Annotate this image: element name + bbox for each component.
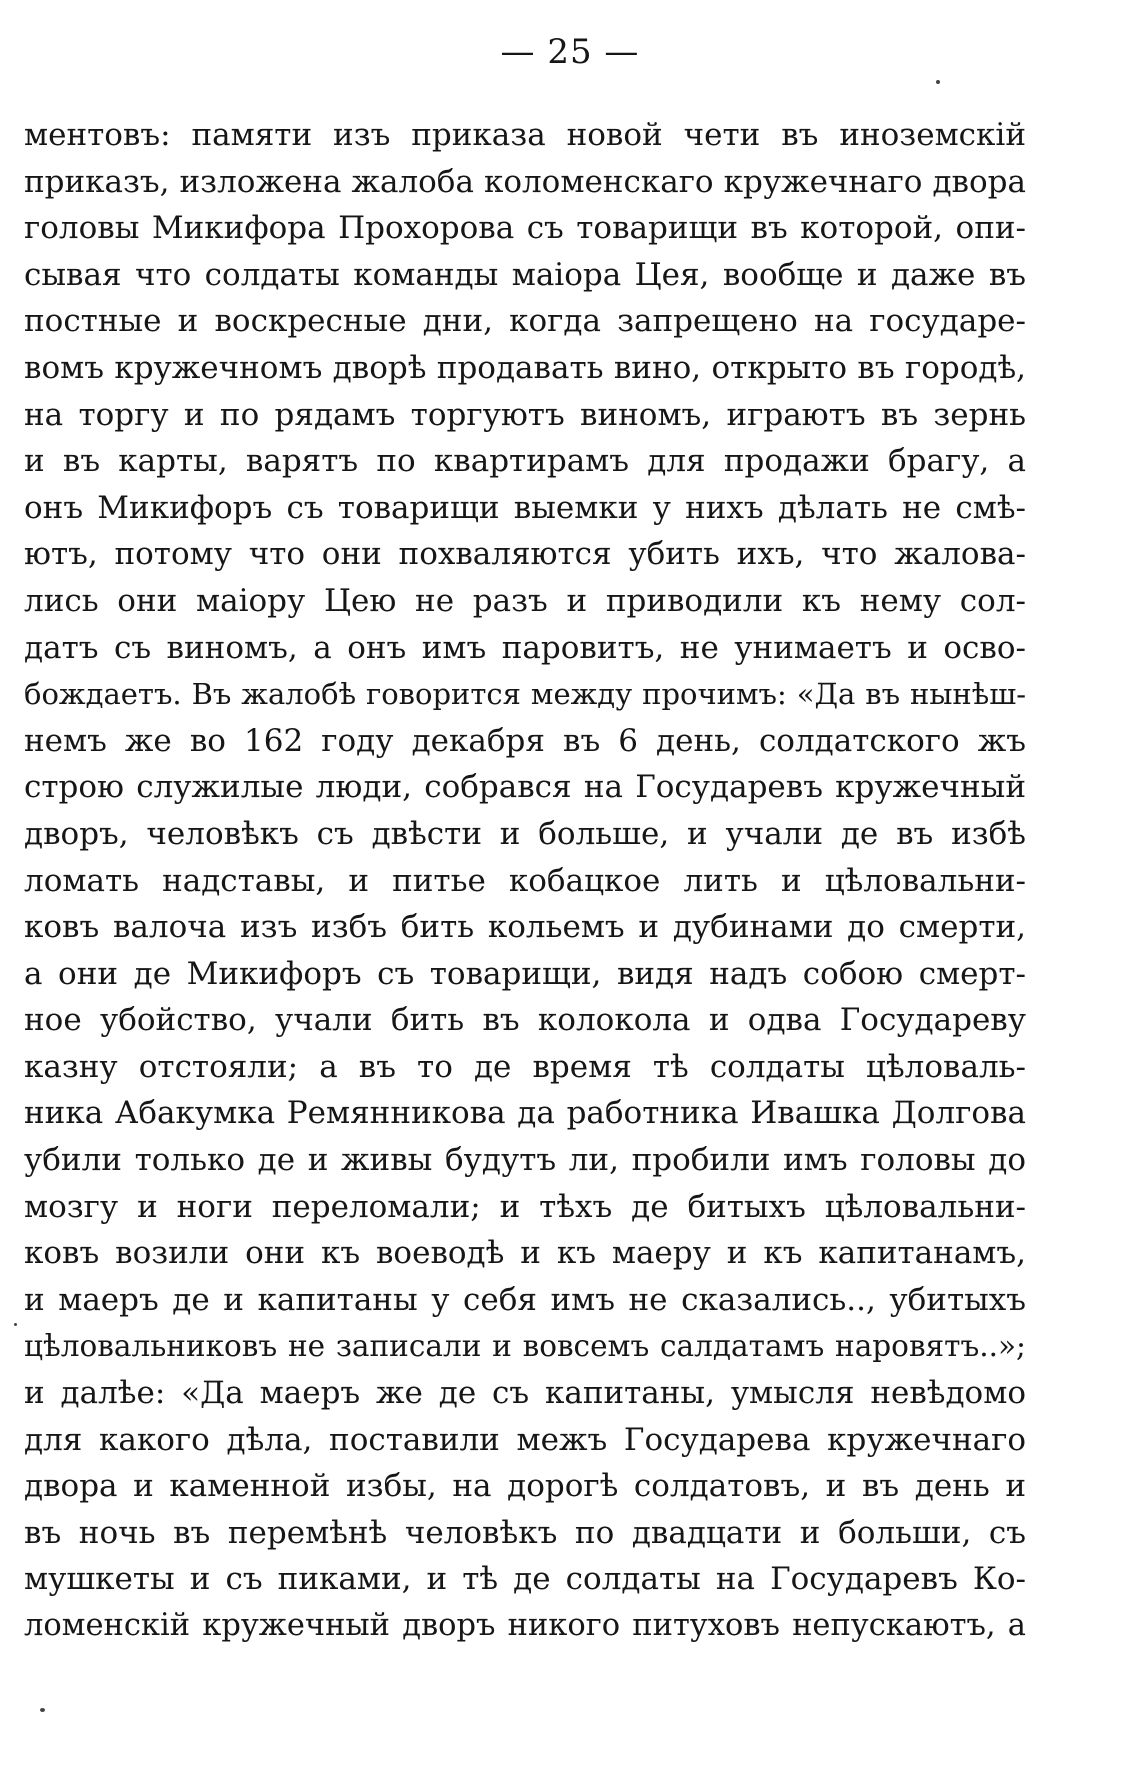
- text-line: и маеръ де и капитаны у себя имъ не сказались.., убитыхъ: [24, 1281, 1026, 1318]
- text-line: для какого дѣла, поставили межъ Государева кружечнаго: [24, 1421, 1026, 1458]
- text-line: на торгу и по рядамъ торгуютъ виномъ, играютъ въ зернь: [24, 396, 1026, 433]
- print-speck: [936, 80, 940, 84]
- text-line: бождаетъ. Въ жалобѣ говорится между прочимъ: «Да въ нынѣш-: [24, 677, 1026, 712]
- text-line: ломенскій кружечный дворъ никого питуховъ непускаютъ, а: [24, 1608, 1026, 1643]
- text-line: цѣловальниковъ не записали и вовсемъ салдатамъ наровятъ..»;: [24, 1329, 1026, 1364]
- text-line: а они де Микифоръ съ товарищи, видя надъ собою смерт-: [24, 955, 1026, 992]
- text-line: въ ночь въ перемѣнѣ человѣкъ по двадцати и больши, съ: [24, 1514, 1026, 1551]
- text-line: ютъ, потому что они похваляются убить ихъ, что жалова-: [24, 536, 1026, 573]
- text-line: мушкеты и съ пиками, и тѣ де солдаты на Государевъ Ко-: [24, 1561, 1026, 1598]
- text-line: убили только де и живы будутъ ли, пробили имъ головы до: [24, 1142, 1026, 1179]
- text-line: лись они маіору Цею не разъ и приводили къ нему сол-: [24, 582, 1026, 619]
- text-line: сывая что солдаты команды маіора Цея, вообще и даже въ: [24, 256, 1026, 293]
- text-line: приказъ, изложена жалоба коломенскаго кружечнаго двора: [24, 163, 1026, 200]
- text-line: немъ же во 162 году декабря въ 6 день, солдатского жъ: [24, 722, 1026, 759]
- print-speck: [40, 1708, 45, 1712]
- text-line: ное убойство, учали бить въ колокола и одва Государеву: [24, 1002, 1026, 1039]
- text-line: и далѣе: «Да маеръ же де съ капитаны, умысля невѣдомо: [24, 1375, 1026, 1412]
- text-line: казну отстояли; а въ то де время тѣ солдаты цѣловаль-: [24, 1048, 1026, 1085]
- page-number: — 25 —: [500, 32, 640, 72]
- text-line: ментовъ: памяти изъ приказа новой чети въ иноземскій: [24, 117, 1026, 153]
- text-line: постные и воскресные дни, когда запрещено на государе-: [24, 303, 1026, 340]
- text-line: мозгу и ноги переломали; и тѣхъ де битыхъ цѣловальни-: [24, 1188, 1026, 1225]
- text-line: ковъ валоча изъ избъ бить кольемъ и дубинами до смерти,: [24, 909, 1026, 946]
- text-line: ковъ возили они къ воеводѣ и къ маеру и къ капитанамъ,: [24, 1235, 1026, 1272]
- text-line: ника Абакумка Ремянникова да работника Ивашка Долгова: [24, 1095, 1026, 1132]
- text-line: вомъ кружечномъ дворѣ продавать вино, открыто въ городѣ,: [24, 349, 1026, 386]
- text-line: двора и каменной избы, на дорогѣ солдатовъ, и въ день и: [24, 1468, 1026, 1505]
- text-line: ломать надставы, и питье кобацкое лить и цѣловальни-: [24, 862, 1026, 899]
- text-line: дворъ, человѣкъ съ двѣсти и больше, и учали де въ избѣ: [24, 815, 1026, 852]
- text-line: онъ Микифоръ съ товарищи выемки у нихъ дѣлать не смѣ-: [24, 489, 1026, 526]
- print-speck: [14, 1323, 17, 1326]
- text-line: и въ карты, варятъ по квартирамъ для продажи брагу, а: [24, 443, 1026, 480]
- body-text: [24, 112, 1026, 1650]
- text-line: датъ съ виномъ, а онъ имъ паровитъ, не унимаетъ и осво-: [24, 629, 1026, 666]
- text-line: головы Микифора Прохорова съ товарищи въ которой, опи-: [24, 210, 1026, 247]
- text-line: строю служилые люди, собрався на Государевъ кружечный: [24, 769, 1026, 806]
